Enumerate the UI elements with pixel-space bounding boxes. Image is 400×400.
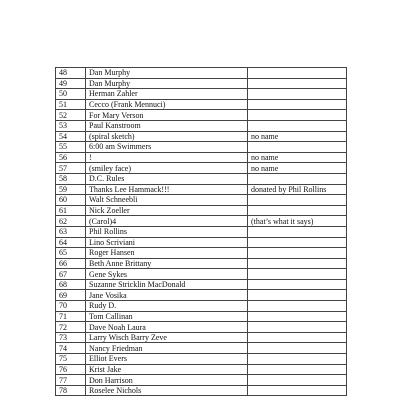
name-cell: (Carol)4 — [86, 216, 248, 227]
note-cell — [248, 120, 347, 131]
row-number-cell: 53 — [56, 120, 86, 131]
table-row — [56, 120, 347, 131]
row-number-cell: 66 — [56, 258, 86, 269]
row-number-cell: 48 — [56, 68, 86, 79]
table-row — [56, 68, 347, 79]
row-number-cell: 57 — [56, 163, 86, 174]
note-cell — [248, 311, 347, 322]
row-number-cell: 54 — [56, 131, 86, 142]
name-cell: (spiral sketch) — [86, 131, 248, 142]
name-cell: Dan Murphy — [86, 78, 248, 89]
row-number-cell: 67 — [56, 269, 86, 280]
note-cell — [248, 301, 347, 312]
table-row — [56, 279, 347, 290]
row-number-cell: 71 — [56, 311, 86, 322]
row-number-cell: 76 — [56, 364, 86, 375]
name-cell: Paul Kanstroom — [86, 120, 248, 131]
name-cell: ! — [86, 152, 248, 163]
name-cell: 6:00 am Swimmers — [86, 142, 248, 153]
row-number-cell: 56 — [56, 152, 86, 163]
table-row — [56, 131, 347, 142]
row-number-cell: 72 — [56, 322, 86, 333]
table-row — [56, 195, 347, 206]
row-number-cell: 78 — [56, 385, 86, 396]
row-number-cell: 61 — [56, 205, 86, 216]
table-row — [56, 269, 347, 280]
row-number-cell: 68 — [56, 279, 86, 290]
roster-table-body — [56, 68, 347, 396]
note-cell — [248, 364, 347, 375]
name-cell: Beth Anne Brittany — [86, 258, 248, 269]
row-number-cell: 62 — [56, 216, 86, 227]
row-number-cell: 50 — [56, 89, 86, 100]
name-cell: Nick Zoeller — [86, 205, 248, 216]
roster-table — [55, 67, 347, 396]
table-row — [56, 78, 347, 89]
name-cell: Don Harrison — [86, 375, 248, 386]
note-cell — [248, 269, 347, 280]
row-number-cell: 75 — [56, 354, 86, 365]
table-row — [56, 99, 347, 110]
name-cell: (smiley face) — [86, 163, 248, 174]
table-row — [56, 290, 347, 301]
note-cell: no name — [248, 131, 347, 142]
table-row — [56, 205, 347, 216]
name-cell: Tom Callinan — [86, 311, 248, 322]
row-number-cell: 74 — [56, 343, 86, 354]
table-row — [56, 89, 347, 100]
note-cell — [248, 89, 347, 100]
note-cell — [248, 237, 347, 248]
table-row — [56, 216, 347, 227]
name-cell: Nancy Friedman — [86, 343, 248, 354]
table-row — [56, 354, 347, 365]
note-cell — [248, 332, 347, 343]
name-cell: Jane Vosika — [86, 290, 248, 301]
table-row — [56, 258, 347, 269]
note-cell — [248, 110, 347, 121]
table-row — [56, 237, 347, 248]
note-cell — [248, 195, 347, 206]
row-number-cell: 58 — [56, 173, 86, 184]
row-number-cell: 69 — [56, 290, 86, 301]
name-cell: Roselee Nichols — [86, 385, 248, 396]
table-row — [56, 375, 347, 386]
note-cell: no name — [248, 163, 347, 174]
table-row — [56, 226, 347, 237]
name-cell: Roger Hansen — [86, 248, 248, 259]
row-number-cell: 64 — [56, 237, 86, 248]
table-row — [56, 163, 347, 174]
name-cell: Walt Schneebli — [86, 195, 248, 206]
name-cell: Dan Murphy — [86, 68, 248, 79]
name-cell: Krist Jake — [86, 364, 248, 375]
note-cell — [248, 258, 347, 269]
name-cell: Larry Wisch Barry Zeve — [86, 332, 248, 343]
note-cell — [248, 385, 347, 396]
name-cell: Cecco (Frank Mennuci) — [86, 99, 248, 110]
row-number-cell: 63 — [56, 226, 86, 237]
row-number-cell: 73 — [56, 332, 86, 343]
name-cell: Herman Zahler — [86, 89, 248, 100]
table-row — [56, 301, 347, 312]
row-number-cell: 60 — [56, 195, 86, 206]
row-number-cell: 49 — [56, 78, 86, 89]
table-row — [56, 311, 347, 322]
note-cell — [248, 68, 347, 79]
name-cell: For Mary Verson — [86, 110, 248, 121]
note-cell — [248, 99, 347, 110]
name-cell: Suzanne Stricklin MacDonald — [86, 279, 248, 290]
table-row — [56, 110, 347, 121]
note-cell: (that’s what it says) — [248, 216, 347, 227]
note-cell: no name — [248, 152, 347, 163]
note-cell — [248, 78, 347, 89]
table-row — [56, 142, 347, 153]
note-cell — [248, 226, 347, 237]
note-cell — [248, 343, 347, 354]
note-cell — [248, 375, 347, 386]
name-cell: Lino Scriviani — [86, 237, 248, 248]
row-number-cell: 59 — [56, 184, 86, 195]
name-cell: Thanks Lee Hammack!!! — [86, 184, 248, 195]
name-cell: Dave Noah Laura — [86, 322, 248, 333]
row-number-cell: 51 — [56, 99, 86, 110]
table-row — [56, 173, 347, 184]
row-number-cell: 65 — [56, 248, 86, 259]
note-cell — [248, 142, 347, 153]
note-cell: donated by Phil Rollins — [248, 184, 347, 195]
table-row — [56, 385, 347, 396]
note-cell — [248, 290, 347, 301]
note-cell — [248, 322, 347, 333]
table-row — [56, 364, 347, 375]
name-cell: Gene Sykes — [86, 269, 248, 280]
note-cell — [248, 248, 347, 259]
name-cell: Phil Rollins — [86, 226, 248, 237]
note-cell — [248, 173, 347, 184]
note-cell — [248, 354, 347, 365]
table-row — [56, 343, 347, 354]
name-cell: Rudy D. — [86, 301, 248, 312]
table-row — [56, 322, 347, 333]
table-row — [56, 332, 347, 343]
table-row — [56, 184, 347, 195]
table-row — [56, 152, 347, 163]
row-number-cell: 52 — [56, 110, 86, 121]
name-cell: D.C. Rules — [86, 173, 248, 184]
row-number-cell: 77 — [56, 375, 86, 386]
note-cell — [248, 279, 347, 290]
note-cell — [248, 205, 347, 216]
row-number-cell: 70 — [56, 301, 86, 312]
name-cell: Elliot Evers — [86, 354, 248, 365]
table-row — [56, 248, 347, 259]
row-number-cell: 55 — [56, 142, 86, 153]
